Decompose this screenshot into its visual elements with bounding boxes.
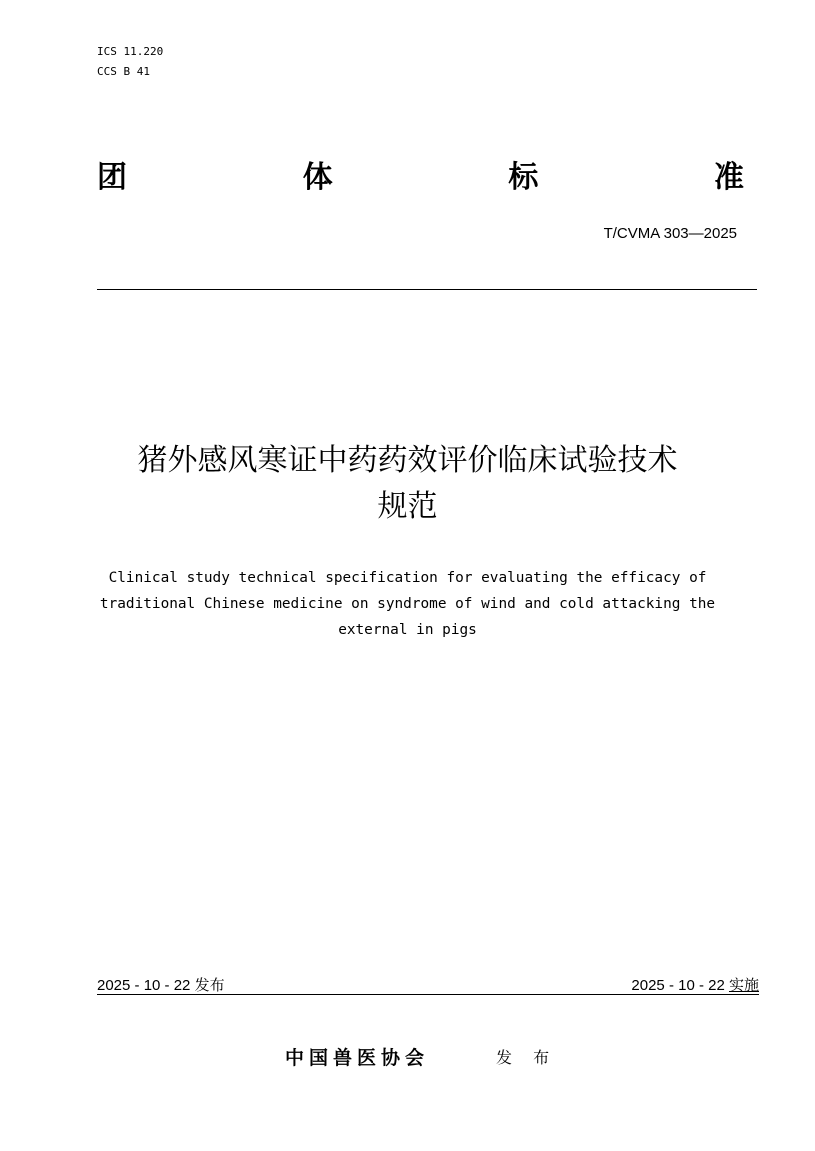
bottom-divider <box>97 994 759 995</box>
ics-code: ICS 11.220 <box>97 45 164 58</box>
top-divider <box>97 289 757 290</box>
publish-label: 发布 <box>194 977 225 994</box>
english-title-line: traditional Chinese medicine on syndrome of wind and cold attacking the <box>99 596 716 612</box>
doc-type-char: 体 <box>302 160 333 195</box>
english-title-line: Clinical study technical specification for evaluating the efficacy of <box>108 570 707 586</box>
doc-type-char: 标 <box>508 160 539 195</box>
implement-date: 2025 - 10 - 22 <box>631 977 725 994</box>
publisher-action: 发 布 <box>496 1048 558 1067</box>
doc-type-char: 团 <box>97 160 127 195</box>
implement-date-line <box>631 976 759 996</box>
standard-number: T/CVMA 303—2025 <box>603 225 737 242</box>
chinese-title-line: 猪外感风寒证中药药效评价临床试验技术 <box>137 443 678 478</box>
english-title <box>60 565 755 643</box>
publisher-name: 中国兽医协会 <box>285 1047 430 1069</box>
document-type-heading <box>97 158 744 198</box>
implement-label: 实施 <box>728 977 759 994</box>
chinese-title <box>70 438 745 530</box>
classification-codes <box>97 42 163 82</box>
english-title-line: external in pigs <box>338 622 477 638</box>
publish-date: 2025 - 10 - 22 <box>97 977 191 994</box>
chinese-title-line: 规范 <box>377 489 438 524</box>
ccs-code: CCS B 41 <box>97 65 150 78</box>
publish-date-line <box>97 976 225 996</box>
doc-type-char: 准 <box>713 160 744 195</box>
